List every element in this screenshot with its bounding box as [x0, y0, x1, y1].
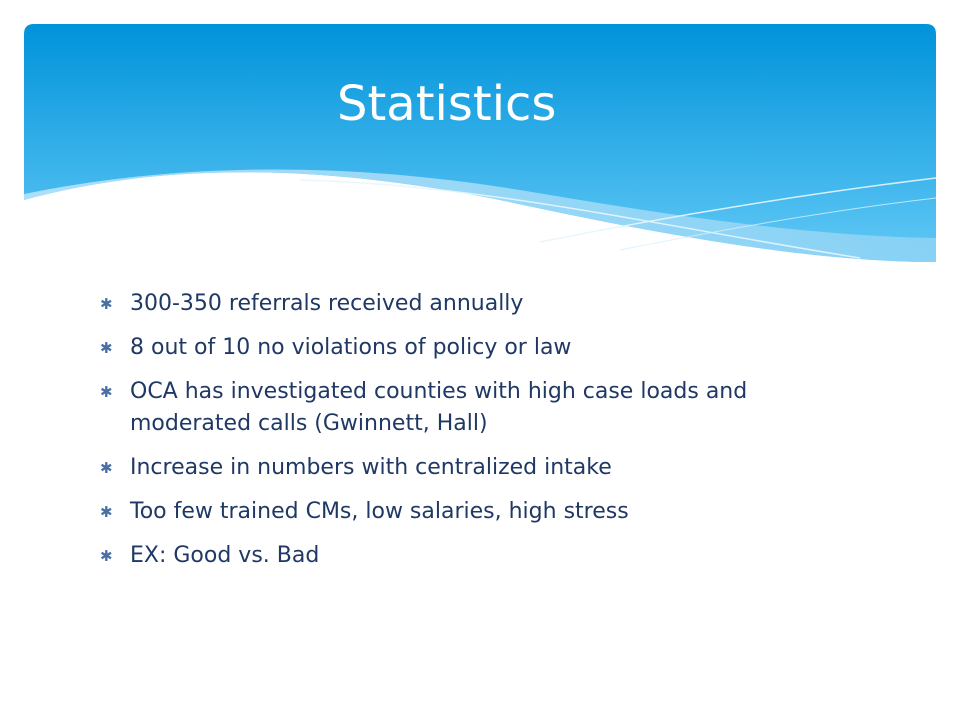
asterisk-icon: ✱: [100, 383, 113, 401]
bullet-item: [100, 540, 860, 572]
bullet-text: 300-350 referrals received annually: [130, 291, 524, 316]
bullet-item: [100, 452, 860, 484]
bullet-item: [100, 288, 860, 320]
bullet-text: 8 out of 10 no violations of policy or law: [130, 335, 572, 360]
slide-title: Statistics: [337, 76, 557, 132]
asterisk-icon: ✱: [100, 547, 113, 565]
asterisk-icon: ✱: [100, 503, 113, 521]
asterisk-icon: ✱: [100, 459, 113, 477]
bullet-text: EX: Good vs. Bad: [130, 543, 320, 568]
bullet-item: [100, 332, 860, 364]
bullet-item: [100, 496, 860, 528]
bullet-text: Increase in numbers with centralized intake: [130, 455, 612, 480]
header-background: [24, 24, 936, 262]
asterisk-icon: ✱: [100, 295, 113, 313]
header-banner: [0, 0, 960, 280]
bullet-list: [100, 288, 860, 584]
bullet-text: Too few trained CMs, low salaries, high stress: [130, 499, 629, 524]
asterisk-icon: ✱: [100, 339, 113, 357]
bullet-item: [100, 376, 860, 440]
bullet-text: OCA has investigated counties with high case loads and moderated calls (Gwinnett, Hall): [130, 379, 748, 436]
